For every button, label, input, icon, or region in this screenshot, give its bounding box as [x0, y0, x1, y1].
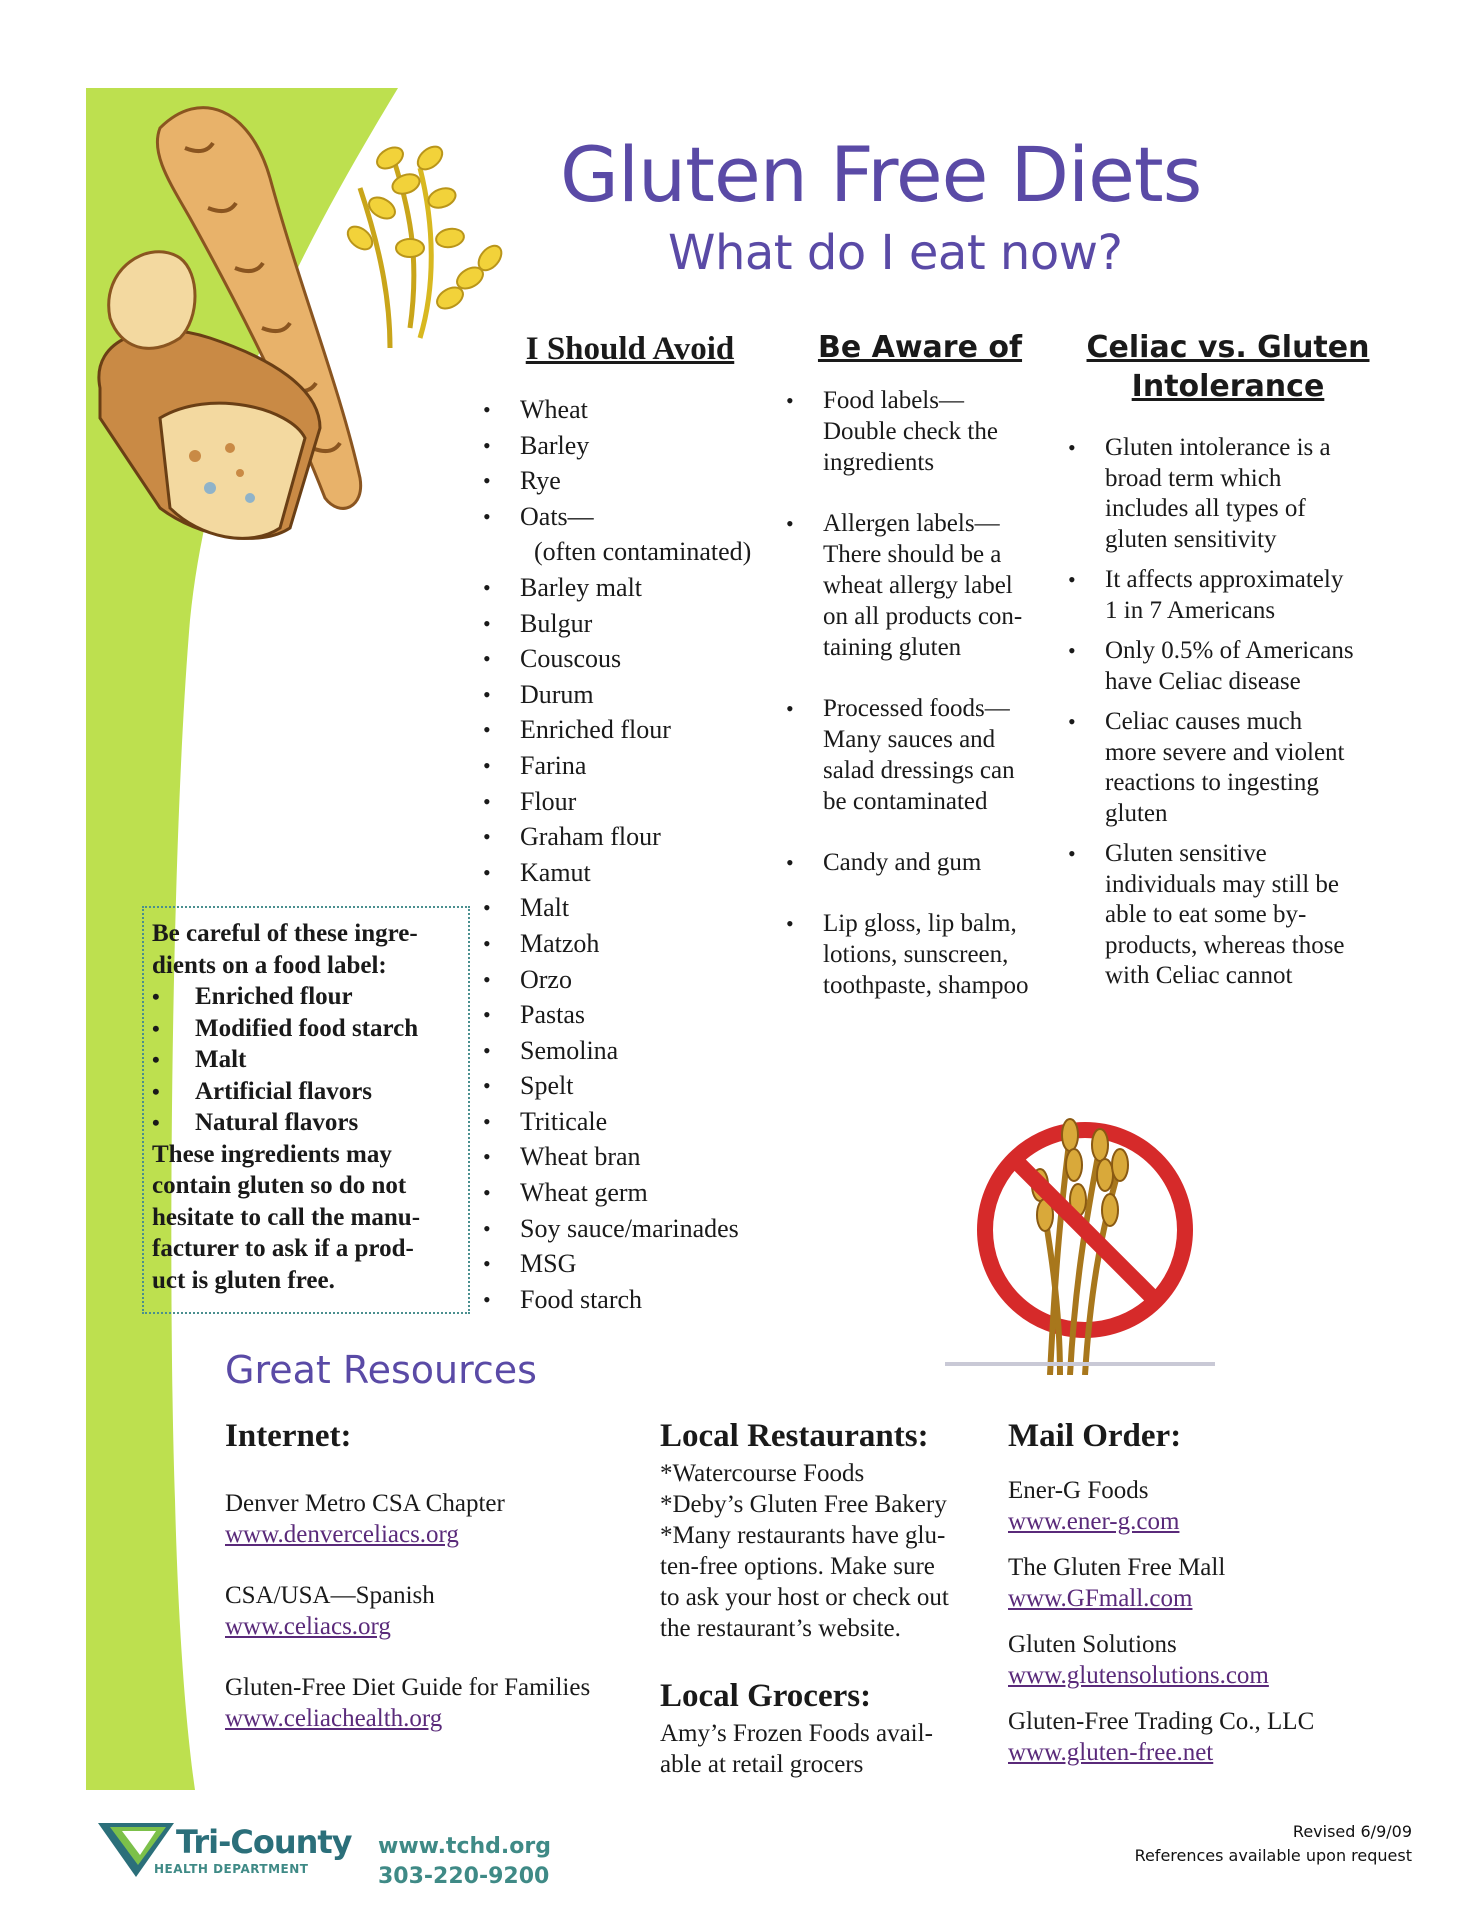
internet-entry: CSA/USA—Spanish www.celiacs.org — [225, 1582, 435, 1640]
website-link[interactable]: www.tchd.org — [378, 1834, 551, 1859]
mail-entry: Ener-G Foods www.ener-g.com — [1008, 1477, 1180, 1535]
grocers-heading: Local Grocers: — [660, 1678, 872, 1714]
list-item: • Enriched flour — [152, 981, 460, 1013]
grocers-text: Amy’s Frozen Foods avail- able at retail grocers — [660, 1720, 933, 1778]
oats-note: (often contaminated) — [534, 537, 752, 567]
references-note: References available upon request — [1134, 1846, 1412, 1865]
bread-roll-icon — [109, 252, 195, 349]
logo-subtitle: HEALTH DEPARTMENT — [154, 1862, 309, 1876]
mail-order-heading: Mail Order: — [1008, 1418, 1182, 1454]
internet-entry: Denver Metro CSA Chapter www.denverceliacs.org — [225, 1490, 505, 1548]
list-item: • Modified food starch — [152, 1013, 460, 1045]
list-item: • Natural flavors — [152, 1107, 460, 1139]
list-item: • Wheat bran — [483, 1139, 783, 1175]
list-item: • Artificial flavors — [152, 1076, 460, 1108]
list-item: • Only 0.5% of Americans have Celiac disease — [1068, 636, 1398, 697]
logo-name: Tri-County — [176, 1823, 352, 1861]
denverceliacs-link[interactable]: www.denverceliacs.org — [225, 1521, 459, 1548]
celiacs-link[interactable]: www.celiacs.org — [225, 1613, 391, 1640]
aware-heading: Be Aware of — [817, 330, 1023, 365]
restaurants-text: *Watercourse Foods *Deby’s Gluten Free Bakery *Many restaurants have glu- ten-free options. Make sure to ask your host or check out the restaurant’s website. — [660, 1460, 949, 1642]
list-item: • Triticale — [483, 1104, 783, 1140]
list-item: • Allergen labels— There should be a wheat allergy label on all products con- taining gluten — [786, 508, 1071, 663]
list-item: • Candy and gum — [786, 847, 1071, 878]
list-item: • Barley malt — [483, 570, 783, 606]
list-item: • Celiac causes much more severe and violent reactions to ingesting gluten — [1068, 707, 1398, 829]
list-item: • Flour — [483, 784, 783, 820]
list-item: • Food labels— Double check the ingredients — [786, 385, 1071, 478]
avoid-heading: I Should Avoid — [525, 331, 735, 367]
list-item: • Oats— (often contaminated) — [483, 499, 783, 570]
list-item: • Processed foods— Many sauces and salad dressings can be contaminated — [786, 693, 1071, 817]
no-gluten-icon — [960, 1075, 1220, 1375]
mail-entry: Gluten-Free Trading Co., LLC www.gluten-free.net — [1008, 1708, 1315, 1766]
list-item: • Spelt — [483, 1068, 783, 1104]
ingredient-caution-box: Be careful of these ingre- dients on a food label: • Enriched flour • Modified food starch • Malt • Artificial flavors • Natural flavors These ingredients may contain gluten so do not hesitate to call the manu- facturer to ask if a prod- uct is gluten free. — [142, 906, 470, 1314]
ener-g-link[interactable]: www.ener-g.com — [1008, 1508, 1180, 1535]
list-item: • Soy sauce/marinades — [483, 1211, 783, 1247]
list-item: • Kamut — [483, 855, 783, 891]
gluten-free-link[interactable]: www.gluten-free.net — [1008, 1739, 1214, 1766]
list-item: • Pastas — [483, 997, 783, 1033]
list-item: • It affects approximately 1 in 7 Americans — [1068, 565, 1398, 626]
list-item: • Food starch — [483, 1282, 783, 1318]
list-item: • Orzo — [483, 962, 783, 998]
footer-meta — [1135, 1820, 1412, 1868]
page-subtitle: What do I eat now? — [668, 225, 1123, 281]
list-item: • Malt — [483, 890, 783, 926]
list-item: • MSG — [483, 1246, 783, 1282]
mail-entry: Gluten Solutions www.glutensolutions.com — [1008, 1631, 1269, 1689]
footer-contact — [378, 1832, 551, 1892]
bread-wheat-illustration — [90, 88, 530, 578]
list-item: • Semolina — [483, 1033, 783, 1069]
list-item: • Rye — [483, 463, 783, 499]
list-item: • Gluten sensitive individuals may still be able to eat some by- products, whereas those with Celiac cannot — [1068, 839, 1398, 992]
avoid-list — [483, 392, 783, 1317]
list-item: • Enriched flour — [483, 712, 783, 748]
caution-list — [152, 981, 460, 1139]
internet-entry: Gluten-Free Diet Guide for Families www.celiachealth.org — [225, 1674, 591, 1732]
celiac-heading: Celiac vs. Gluten Intolerance — [1086, 330, 1370, 404]
list-item: • Durum — [483, 677, 783, 713]
list-item: • Malt — [152, 1044, 460, 1076]
list-item: • Matzoh — [483, 926, 783, 962]
divider — [945, 1362, 1215, 1366]
aware-list — [786, 385, 1071, 1031]
list-item: • Farina — [483, 748, 783, 784]
internet-heading: Internet: — [225, 1418, 352, 1454]
list-item: • Bulgur — [483, 606, 783, 642]
restaurants-heading: Local Restaurants: — [660, 1418, 929, 1454]
revised-date: Revised 6/9/09 — [1292, 1822, 1412, 1841]
list-item: • Couscous — [483, 641, 783, 677]
list-item: • Graham flour — [483, 819, 783, 855]
wheat-stalks-icon — [343, 142, 505, 348]
list-item: • Wheat — [483, 392, 783, 428]
gfmall-link[interactable]: www.GFmall.com — [1008, 1585, 1193, 1612]
celiachealth-link[interactable]: www.celiachealth.org — [225, 1705, 443, 1732]
list-item: • Lip gloss, lip balm, lotions, sunscreen, toothpaste, shampoo — [786, 908, 1071, 1001]
list-item: • Gluten intolerance is a broad term which includes all types of gluten sensitivity — [1068, 433, 1398, 555]
list-item: • Barley — [483, 428, 783, 464]
mail-entry: The Gluten Free Mall www.GFmall.com — [1008, 1554, 1226, 1612]
resources-title: Great Resources — [225, 1348, 537, 1392]
list-item: • Wheat germ — [483, 1175, 783, 1211]
celiac-list — [1068, 433, 1398, 1002]
page-title: Gluten Free Diets — [560, 130, 1202, 219]
phone-number: 303-220-9200 — [378, 1864, 550, 1889]
glutensolutions-link[interactable]: www.glutensolutions.com — [1008, 1662, 1269, 1689]
